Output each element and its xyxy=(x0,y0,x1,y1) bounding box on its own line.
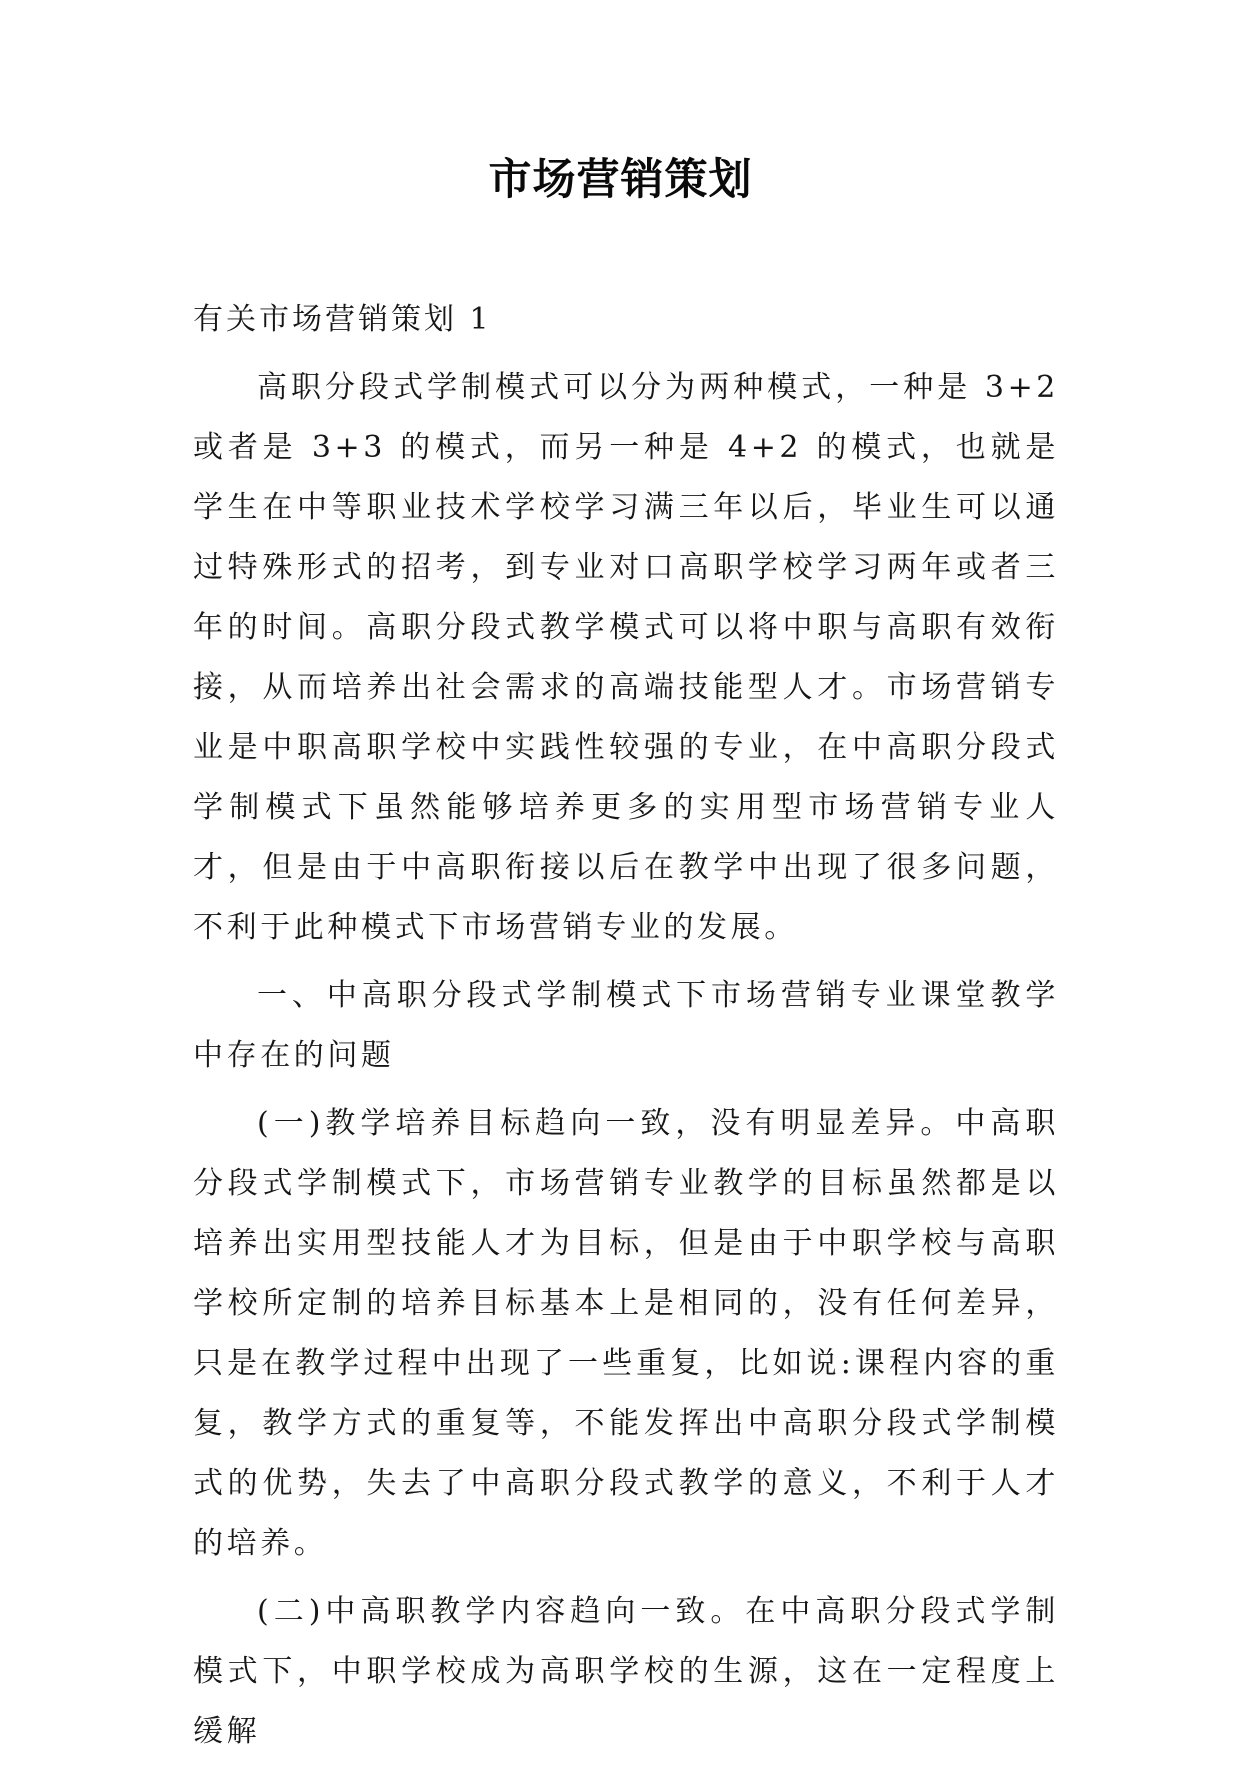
section-heading-problems: 一、中高职分段式学制模式下市场营销专业课堂教学中存在的问题 xyxy=(193,978,1059,1073)
paragraph-problem-2: (二)中高职教学内容趋向一致。在中高职分段式学制模式下，中职学校成为高职学校的生源，这在一定程度上缓解 xyxy=(193,1594,1059,1749)
section-subtitle: 有关市场营销策划 1 xyxy=(193,302,492,337)
document-body xyxy=(193,290,1059,1770)
paragraph-intro: 高职分段式学制模式可以分为两种模式，一种是 3+2 或者是 3+3 的模式，而另一种是 4+2 的模式，也就是学生在中等职业技术学校学习满三年以后，毕业生可以通过特殊形式的招考，到专业对口高职学校学习两年或者三年的时间。高职分段式教学模式可以将中职与高职有效衔接，从而培养出社会需求的高端技能型人才。市场营销专业是中职高职学校中实践性较强的专业，在中高职分段式学制模式下虽然能够培养更多的实用型市场营销专业人才，但是由于中高职衔接以后在教学中出现了很多问题，不利于此种模式下市场营销专业的发展。 xyxy=(193,370,1059,945)
document-title: 市场营销策划 xyxy=(488,155,753,205)
paragraph-problem-1: (一)教学培养目标趋向一致，没有明显差异。中高职分段式学制模式下，市场营销专业教学的目标虽然都是以培养出实用型技能人才为目标，但是由于中职学校与高职学校所定制的培养目标基本上是相同的，没有任何差异，只是在教学过程中出现了一些重复，比如说:课程内容的重复，教学方式的重复等，不能发挥出中高职分段式学制模式的优势，失去了中高职分段式教学的意义，不利于人才的培养。 xyxy=(193,1106,1059,1561)
